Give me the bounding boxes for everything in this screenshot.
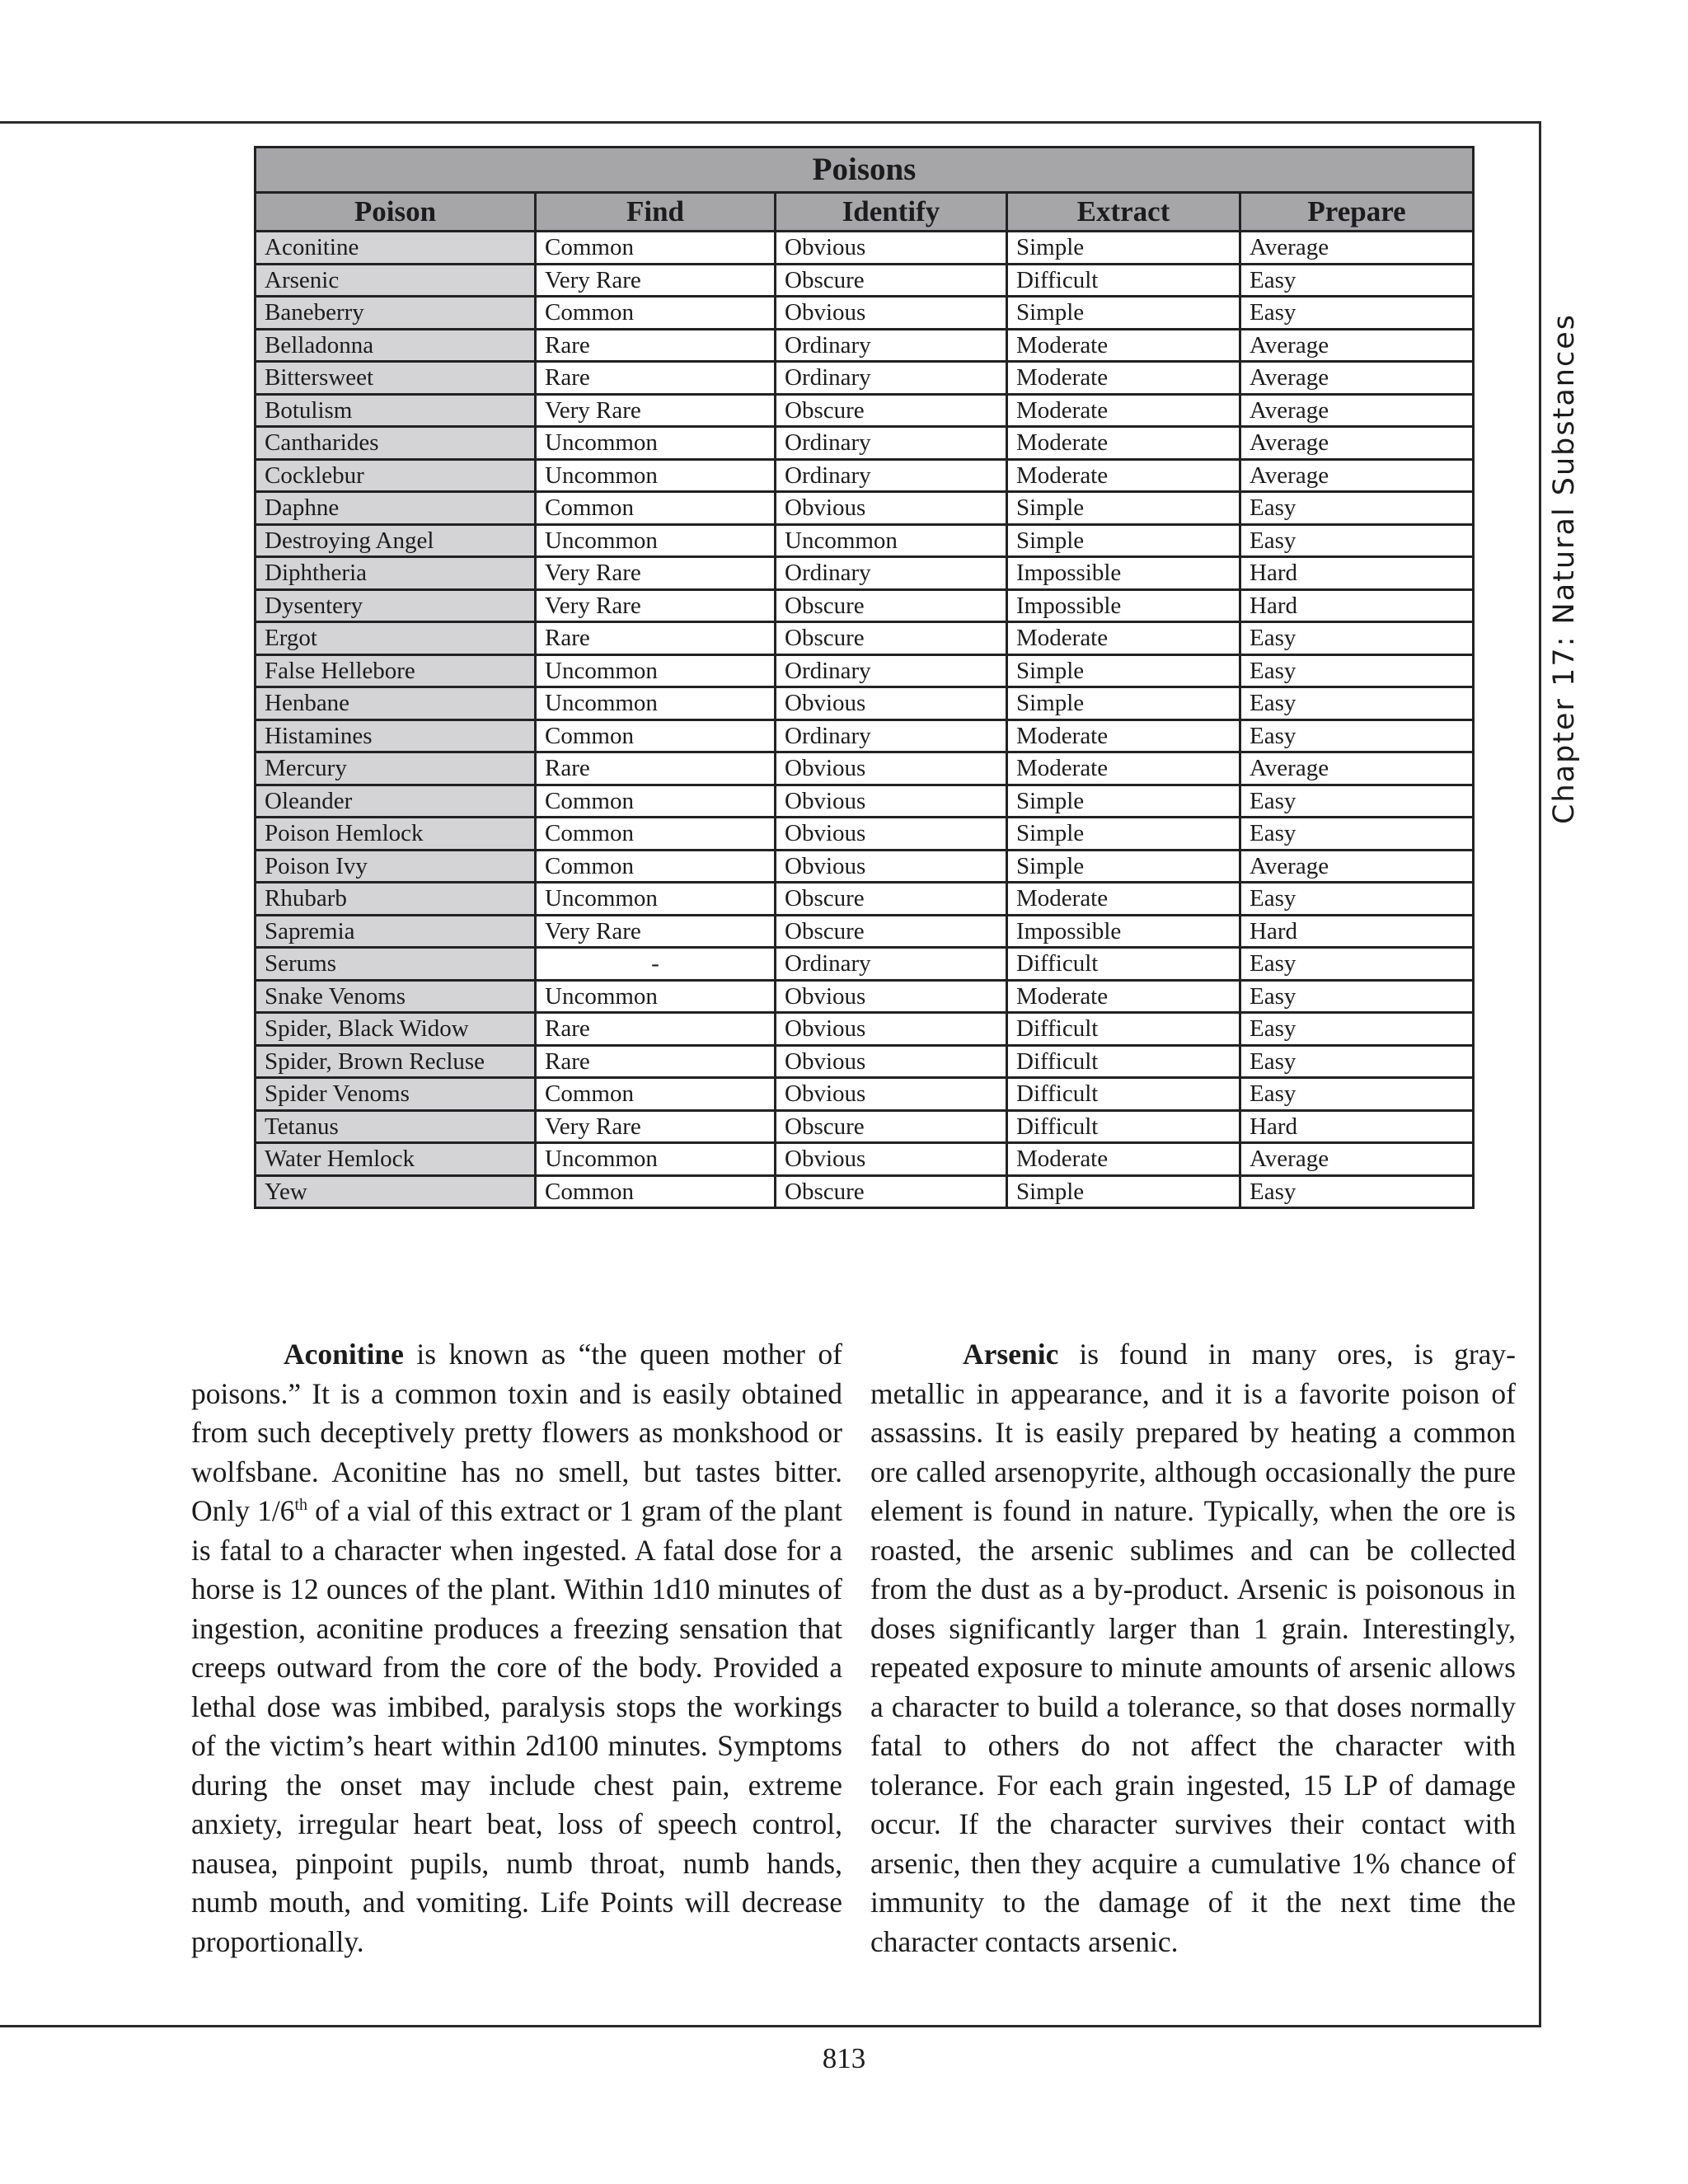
table-row: [256, 297, 1474, 330]
table-body: [256, 232, 1474, 1208]
cell-extract: Moderate: [1007, 719, 1240, 752]
table-row: [256, 264, 1474, 297]
table-row: [256, 362, 1474, 395]
cell-poison: Tetanus: [256, 1110, 536, 1143]
cell-find: Uncommon: [536, 524, 776, 557]
cell-identify: Obvious: [776, 850, 1007, 883]
table-row: [256, 1175, 1474, 1208]
cell-prepare: Easy: [1240, 1045, 1474, 1078]
table-row: [256, 557, 1474, 590]
cell-extract: Difficult: [1007, 1078, 1240, 1111]
table-row: [256, 1045, 1474, 1078]
table-title: Poisons: [256, 148, 1474, 193]
cell-extract: Simple: [1007, 818, 1240, 851]
cell-extract: Impossible: [1007, 589, 1240, 622]
table-row: [256, 1143, 1474, 1176]
cell-identify: Ordinary: [776, 719, 1007, 752]
cell-extract: Impossible: [1007, 915, 1240, 948]
cell-poison: Destroying Angel: [256, 524, 536, 557]
table-row: [256, 1110, 1474, 1143]
cell-prepare: Easy: [1240, 524, 1474, 557]
cell-prepare: Easy: [1240, 622, 1474, 655]
cell-prepare: Average: [1240, 232, 1474, 265]
table-row: [256, 948, 1474, 981]
cell-prepare: Easy: [1240, 687, 1474, 720]
frame-top-rule: [0, 121, 1541, 124]
cell-extract: Moderate: [1007, 1143, 1240, 1176]
table-row: [256, 492, 1474, 525]
aconitine-text-part2: of a vial of this extract or 1 gram of the plant is fatal to a character when ingested. A fatal dose for a horse is 12 ounces of the plant. Within 1d10 minutes of ingestion, aconitine produces a freezing sensation that creeps outward from the core of the body. Provided a lethal dose was imbibed, paralysis stops the workings of the victim’s heart within 2d100 minutes. Symptoms during the onset may include chest pain, extreme anxiety, irregular heart beat, loss of speech control, nausea, pinpoint pupils, numb throat, numb hands, numb mouth, and vomiting. Life Points will decrease proportionally.: [191, 1494, 842, 1958]
table-row: [256, 980, 1474, 1013]
cell-extract: Impossible: [1007, 557, 1240, 590]
cell-prepare: Average: [1240, 752, 1474, 785]
aconitine-paragraph: [191, 1335, 842, 1961]
table-row: [256, 850, 1474, 883]
cell-find: Common: [536, 818, 776, 851]
cell-extract: Moderate: [1007, 980, 1240, 1013]
table-row: [256, 394, 1474, 427]
cell-find: Common: [536, 492, 776, 525]
cell-poison: Spider, Black Widow: [256, 1013, 536, 1046]
cell-prepare: Hard: [1240, 589, 1474, 622]
cell-identify: Obvious: [776, 752, 1007, 785]
cell-poison: Ergot: [256, 622, 536, 655]
cell-find: Uncommon: [536, 459, 776, 492]
cell-identify: Obscure: [776, 1175, 1007, 1208]
cell-extract: Simple: [1007, 850, 1240, 883]
cell-prepare: Hard: [1240, 915, 1474, 948]
cell-extract: Difficult: [1007, 1013, 1240, 1046]
cell-poison: Cantharides: [256, 427, 536, 460]
arsenic-paragraph: [870, 1335, 1516, 1961]
cell-find: Common: [536, 719, 776, 752]
cell-poison: Poison Hemlock: [256, 818, 536, 851]
cell-prepare: Easy: [1240, 1175, 1474, 1208]
cell-find: Common: [536, 850, 776, 883]
frame-bottom-rule: [0, 2025, 1541, 2027]
aconitine-superscript: th: [294, 1496, 307, 1515]
cell-identify: Obvious: [776, 785, 1007, 818]
arsenic-term: Arsenic: [963, 1338, 1059, 1371]
column-header-extract: Extract: [1007, 193, 1240, 232]
cell-poison: Arsenic: [256, 264, 536, 297]
table-row: [256, 459, 1474, 492]
cell-prepare: Easy: [1240, 883, 1474, 916]
cell-poison: Water Hemlock: [256, 1143, 536, 1176]
cell-find: Common: [536, 1175, 776, 1208]
cell-find: Very Rare: [536, 915, 776, 948]
cell-extract: Moderate: [1007, 394, 1240, 427]
cell-find: Uncommon: [536, 654, 776, 687]
cell-poison: Diphtheria: [256, 557, 536, 590]
cell-prepare: Easy: [1240, 719, 1474, 752]
table-row: [256, 687, 1474, 720]
column-header-poison: Poison: [256, 193, 536, 232]
table-row: [256, 622, 1474, 655]
table-row: [256, 427, 1474, 460]
table-row: [256, 589, 1474, 622]
cell-identify: Obvious: [776, 232, 1007, 265]
cell-extract: Moderate: [1007, 329, 1240, 362]
table-row: [256, 1013, 1474, 1046]
cell-extract: Simple: [1007, 524, 1240, 557]
table-header-row: [256, 193, 1474, 232]
cell-identify: Ordinary: [776, 654, 1007, 687]
cell-identify: Uncommon: [776, 524, 1007, 557]
cell-identify: Obvious: [776, 1143, 1007, 1176]
cell-identify: Obscure: [776, 915, 1007, 948]
cell-extract: Moderate: [1007, 362, 1240, 395]
cell-poison: Serums: [256, 948, 536, 981]
table-row: [256, 818, 1474, 851]
cell-find: Uncommon: [536, 883, 776, 916]
table-row: [256, 752, 1474, 785]
cell-poison: Spider, Brown Recluse: [256, 1045, 536, 1078]
cell-poison: False Hellebore: [256, 654, 536, 687]
cell-find: Uncommon: [536, 687, 776, 720]
cell-prepare: Average: [1240, 1143, 1474, 1176]
arsenic-text: is found in many ores, is gray-metallic in appearance, and it is a favorite poison of assassins. It is easily prepared by heating a common ore called arsenopyrite, although occasionally the pure element is found in nature. Typically, when the ore is roasted, the arsenic sublimes and can be collected from the dust as a by-product. Arsenic is poisonous in doses significantly larger than 1 grain. Interestingly, repeated exposure to minute amounts of arsenic allows a character to build a tolerance, so that doses normally fatal to others do not affect the character with tolerance. For each grain ingested, 15 LP of damage occur. If the character survives their contact with arsenic, then they acquire a cumulative 1% chance of immunity to the damage of it the next time the character contacts arsenic.: [870, 1338, 1516, 1958]
cell-prepare: Average: [1240, 459, 1474, 492]
cell-extract: Difficult: [1007, 1110, 1240, 1143]
cell-find: Rare: [536, 362, 776, 395]
cell-poison: Dysentery: [256, 589, 536, 622]
table-row: [256, 524, 1474, 557]
cell-identify: Obscure: [776, 589, 1007, 622]
cell-identify: Obvious: [776, 297, 1007, 330]
cell-prepare: Average: [1240, 427, 1474, 460]
cell-extract: Moderate: [1007, 622, 1240, 655]
cell-poison: Henbane: [256, 687, 536, 720]
column-header-prepare: Prepare: [1240, 193, 1474, 232]
cell-find: Common: [536, 232, 776, 265]
cell-prepare: Hard: [1240, 557, 1474, 590]
cell-identify: Ordinary: [776, 427, 1007, 460]
cell-extract: Simple: [1007, 492, 1240, 525]
cell-extract: Moderate: [1007, 427, 1240, 460]
cell-find: Uncommon: [536, 427, 776, 460]
cell-prepare: Average: [1240, 394, 1474, 427]
cell-prepare: Average: [1240, 362, 1474, 395]
cell-extract: Simple: [1007, 654, 1240, 687]
cell-find: -: [536, 948, 776, 981]
cell-identify: Obscure: [776, 1110, 1007, 1143]
cell-find: Rare: [536, 752, 776, 785]
cell-find: Very Rare: [536, 557, 776, 590]
cell-find: Uncommon: [536, 1143, 776, 1176]
cell-find: Very Rare: [536, 264, 776, 297]
cell-poison: Belladonna: [256, 329, 536, 362]
aconitine-text-part1: is known as “the queen mother of poisons.” It is a common toxin and is easily obtained from such deceptively pretty flowers as monkshood or wolfsbane. Aconitine has no smell, but tastes bitter. Only 1/6: [191, 1338, 842, 1527]
cell-prepare: Easy: [1240, 264, 1474, 297]
column-header-identify: Identify: [776, 193, 1007, 232]
cell-find: Rare: [536, 329, 776, 362]
cell-extract: Difficult: [1007, 1045, 1240, 1078]
cell-prepare: Easy: [1240, 818, 1474, 851]
cell-extract: Difficult: [1007, 264, 1240, 297]
chapter-title: Chapter 17: Natural Substances: [1548, 313, 1581, 824]
cell-find: Rare: [536, 622, 776, 655]
cell-extract: Difficult: [1007, 948, 1240, 981]
cell-find: Common: [536, 1078, 776, 1111]
frame-right-rule: [1539, 121, 1541, 2027]
cell-prepare: Easy: [1240, 948, 1474, 981]
table-row: [256, 785, 1474, 818]
cell-extract: Moderate: [1007, 752, 1240, 785]
cell-identify: Obvious: [776, 687, 1007, 720]
cell-prepare: Easy: [1240, 1078, 1474, 1111]
cell-extract: Simple: [1007, 785, 1240, 818]
cell-prepare: Average: [1240, 329, 1474, 362]
column-header-find: Find: [536, 193, 776, 232]
cell-poison: Poison Ivy: [256, 850, 536, 883]
cell-find: Very Rare: [536, 589, 776, 622]
cell-poison: Histamines: [256, 719, 536, 752]
cell-prepare: Average: [1240, 850, 1474, 883]
cell-identify: Ordinary: [776, 459, 1007, 492]
cell-identify: Obvious: [776, 980, 1007, 1013]
cell-identify: Obvious: [776, 1045, 1007, 1078]
cell-poison: Rhubarb: [256, 883, 536, 916]
cell-identify: Ordinary: [776, 329, 1007, 362]
cell-prepare: Easy: [1240, 980, 1474, 1013]
cell-poison: Bittersweet: [256, 362, 536, 395]
cell-extract: Moderate: [1007, 883, 1240, 916]
aconitine-column: [191, 1335, 842, 1961]
cell-identify: Obscure: [776, 622, 1007, 655]
cell-identify: Obvious: [776, 492, 1007, 525]
cell-identify: Ordinary: [776, 557, 1007, 590]
table-row: [256, 1078, 1474, 1111]
table-row: [256, 654, 1474, 687]
cell-extract: Simple: [1007, 297, 1240, 330]
cell-extract: Simple: [1007, 1175, 1240, 1208]
table-row: [256, 329, 1474, 362]
cell-find: Very Rare: [536, 394, 776, 427]
cell-identify: Ordinary: [776, 948, 1007, 981]
cell-identify: Obscure: [776, 394, 1007, 427]
cell-poison: Daphne: [256, 492, 536, 525]
cell-poison: Aconitine: [256, 232, 536, 265]
table-row: [256, 232, 1474, 265]
cell-identify: Obvious: [776, 818, 1007, 851]
cell-find: Common: [536, 297, 776, 330]
cell-prepare: Hard: [1240, 1110, 1474, 1143]
cell-poison: Mercury: [256, 752, 536, 785]
cell-prepare: Easy: [1240, 785, 1474, 818]
cell-poison: Cocklebur: [256, 459, 536, 492]
cell-extract: Moderate: [1007, 459, 1240, 492]
page-number: 813: [822, 2042, 866, 2074]
table-row: [256, 719, 1474, 752]
cell-poison: Oleander: [256, 785, 536, 818]
cell-prepare: Easy: [1240, 492, 1474, 525]
cell-poison: Snake Venoms: [256, 980, 536, 1013]
table-row: [256, 915, 1474, 948]
cell-poison: Sapremia: [256, 915, 536, 948]
table-row: [256, 883, 1474, 916]
cell-identify: Obvious: [776, 1078, 1007, 1111]
cell-find: Rare: [536, 1013, 776, 1046]
cell-prepare: Easy: [1240, 297, 1474, 330]
cell-identify: Obscure: [776, 264, 1007, 297]
cell-poison: Baneberry: [256, 297, 536, 330]
cell-poison: Spider Venoms: [256, 1078, 536, 1111]
cell-extract: Simple: [1007, 232, 1240, 265]
cell-poison: Botulism: [256, 394, 536, 427]
cell-extract: Simple: [1007, 687, 1240, 720]
cell-poison: Yew: [256, 1175, 536, 1208]
cell-find: Uncommon: [536, 980, 776, 1013]
cell-find: Very Rare: [536, 1110, 776, 1143]
cell-prepare: Easy: [1240, 1013, 1474, 1046]
cell-prepare: Easy: [1240, 654, 1474, 687]
arsenic-column: [870, 1335, 1516, 1961]
aconitine-term: Aconitine: [284, 1338, 404, 1371]
cell-identify: Obscure: [776, 883, 1007, 916]
cell-identify: Ordinary: [776, 362, 1007, 395]
cell-identify: Obvious: [776, 1013, 1007, 1046]
cell-find: Rare: [536, 1045, 776, 1078]
poisons-table: [254, 146, 1475, 1209]
cell-find: Common: [536, 785, 776, 818]
